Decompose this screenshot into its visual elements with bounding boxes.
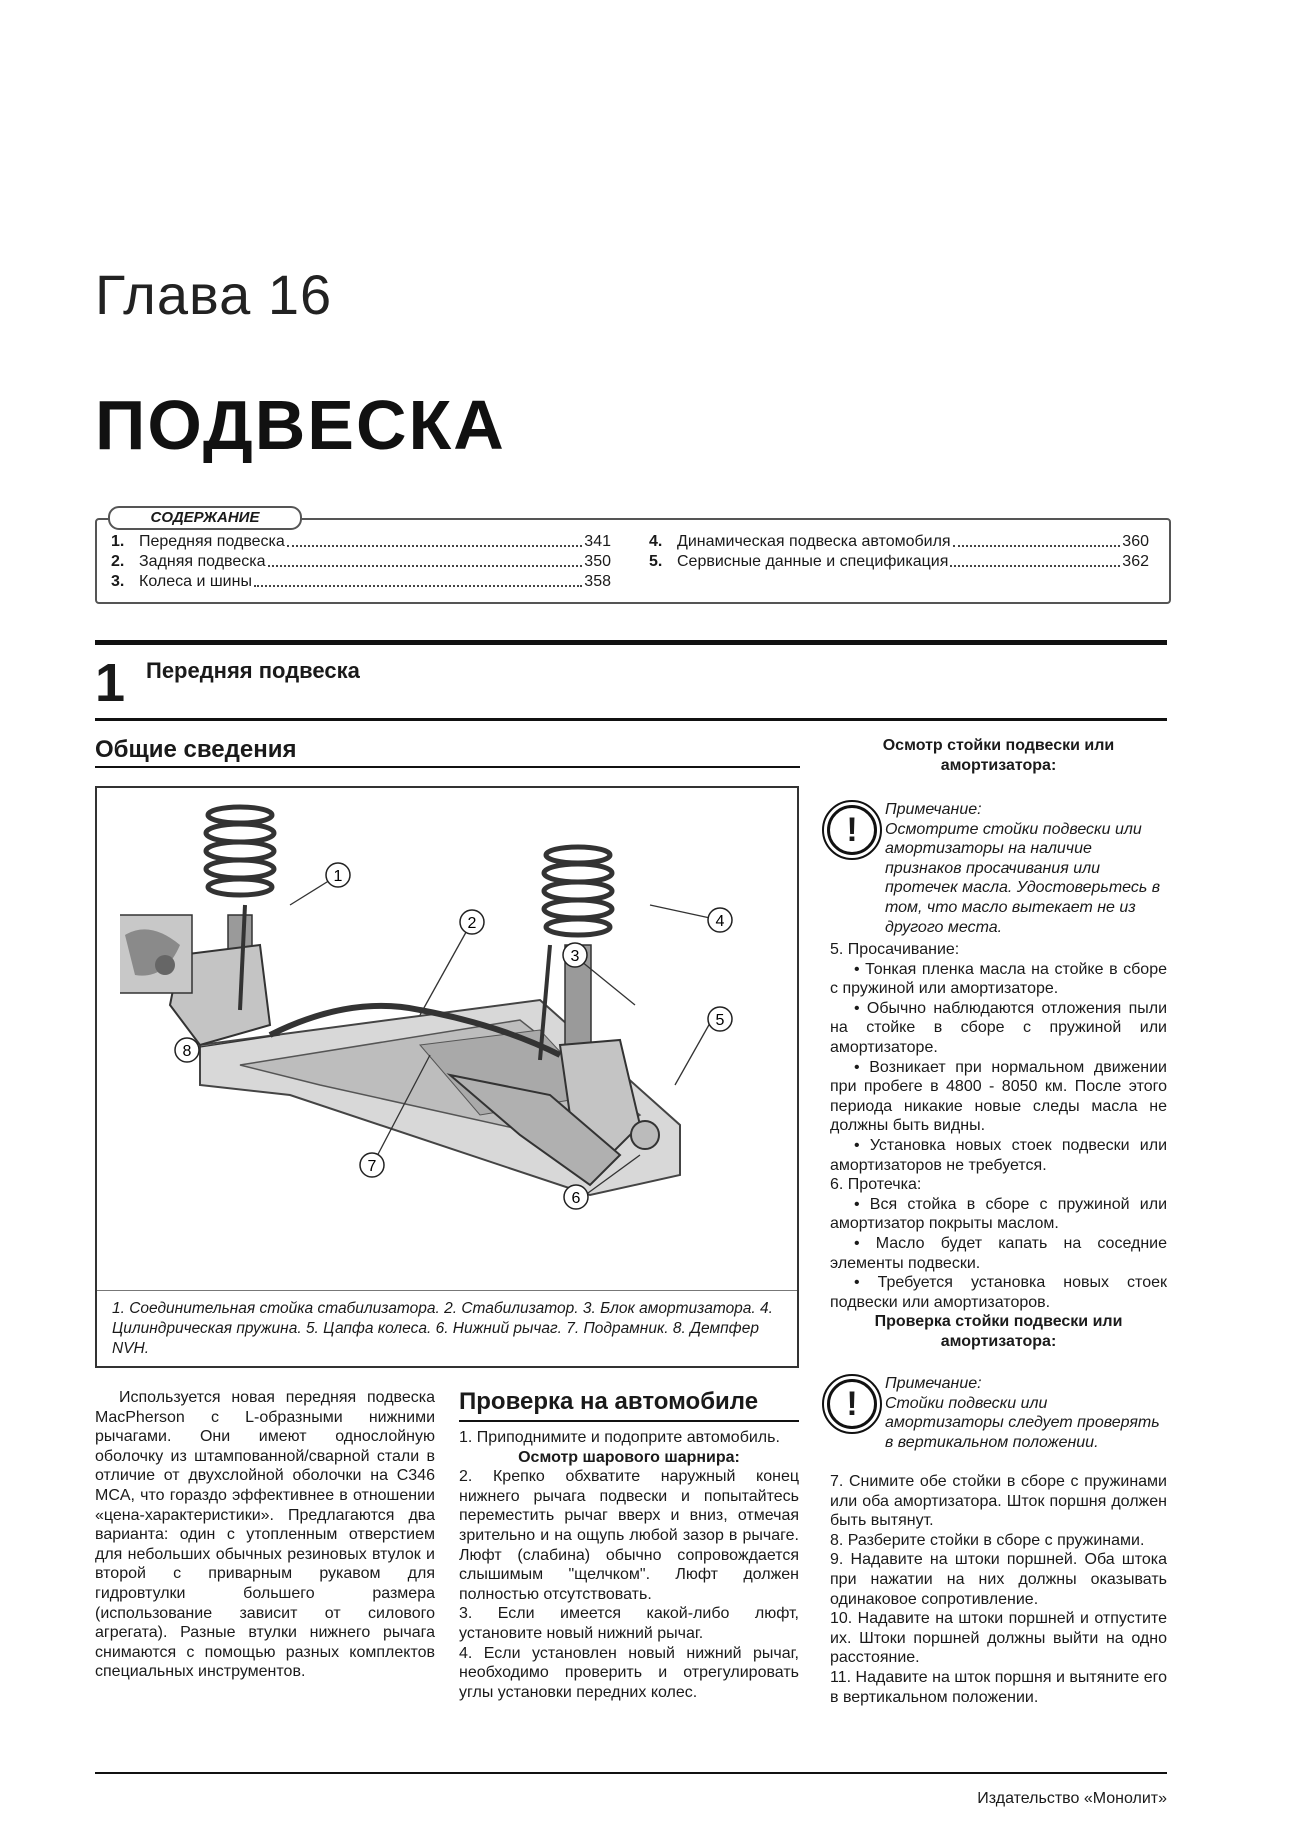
item-7: 7. Снимите обе стойки в сборе с пружинами или оба амортизатора. Шток поршня должен быть вытянут. [830, 1473, 1167, 1530]
item-11: 11. Надавите на шток поршня и вытяните его в вертикальном положении. [830, 1668, 1167, 1706]
toc-label: Колеса и шины [139, 573, 252, 590]
caption-divider [97, 1290, 797, 1291]
section-rule-bottom [95, 718, 1167, 721]
item-6: 6. Протечка: [830, 1176, 922, 1194]
item-10: 10. Надавите на штоки поршней и отпустите их. Штоки поршней должны выйти на одно расстояние. [830, 1610, 1167, 1667]
toc-page: 362 [1122, 553, 1149, 570]
item-6c: • Требуется установка новых стоек подвески или амортизаторов. [830, 1274, 1167, 1311]
ball-joint-heading: Осмотр шарового шарнира: [518, 1448, 740, 1466]
svg-text:1: 1 [333, 868, 343, 885]
callout-3 [563, 943, 587, 967]
toc-page: 350 [584, 553, 611, 570]
check-rule [459, 1420, 799, 1422]
toc-label: Динамическая подвеска автомобиля [677, 533, 951, 550]
note-2-label: Примечание: [885, 1375, 982, 1392]
publisher: Издательство «Монолит» [977, 1790, 1167, 1807]
chapter-label: Глава 16 [95, 263, 333, 326]
general-body-column [95, 1388, 435, 1682]
toc-item[interactable] [111, 572, 611, 592]
toc-label: Задняя подвеска [139, 553, 266, 570]
item-8: 8. Разберите стойки в сборе с пружинами. [830, 1531, 1145, 1549]
note-1 [885, 800, 1167, 937]
item-6a: • Вся стойка в сборе с пружиной или амортизатор покрыты маслом. [830, 1195, 1167, 1233]
callout-7 [360, 1153, 384, 1177]
check-step-2: 2. Крепко обхватите наружный конец нижнего рычага подвески и попытайтесь переместить рычаг вверх и вниз, отмечая зрительно и на ощупь любой зазор в рычаге. Люфт (слабина) обычно сопровождается слышимым "щелчком". Люфт должен полностью отсутствовать. [459, 1468, 799, 1603]
toc-leader [287, 532, 582, 547]
toc-item[interactable] [111, 552, 611, 572]
page-title: ПОДВЕСКА [95, 386, 506, 464]
toc-leader [953, 532, 1121, 547]
check-step-1: 1. Приподнимите и подоприте автомобиль. [459, 1429, 780, 1446]
toc-num: 5. [649, 553, 663, 570]
toc-page: 341 [584, 533, 611, 550]
section-rule-top [95, 640, 1167, 645]
inspection-column-1 [830, 940, 1167, 1351]
toc-item[interactable] [111, 532, 611, 552]
toc-heading: СОДЕРЖАНИЕ [108, 506, 302, 530]
figure-caption: 1. Соединительная стойка стабилизатора. 2. Стабилизатор. 3. Блок амортизатора. 4. Цилиндрическая пружина. 5. Цапфа колеса. 6. Нижний рычаг. 7. Подрамник. 8. Демпфер NVH. [112, 1300, 773, 1357]
callout-8 [175, 1038, 199, 1062]
item-5b: • Обычно наблюдаются отложения пыли на стойке в сборе с пружиной или амортизаторе. [830, 999, 1167, 1056]
toc-num: 2. [111, 553, 125, 570]
toc-label: Сервисные данные и спецификация [677, 553, 949, 570]
callout-2 [460, 910, 484, 934]
svg-text:3: 3 [570, 948, 580, 965]
svg-text:4: 4 [715, 913, 725, 930]
toc-num: 3. [111, 573, 125, 590]
check-column [459, 1428, 799, 1702]
toc-leader [268, 552, 583, 567]
item-5: 5. Просачивание: [830, 941, 960, 958]
footer-rule [95, 1772, 1167, 1774]
general-heading: Общие сведения [95, 736, 297, 763]
item-5d: • Установка новых стоек подвески или амортизаторов не требуется. [830, 1136, 1167, 1174]
check-step-4: 4. Если установлен новый нижний рычаг, необходимо проверить и отрегулировать углы установки передних колес. [459, 1644, 799, 1701]
note-1-text: Осмотрите стойки подвески или амортизаторы на наличие признаков просачивания или протечек масла. Удостоверьтесь в том, что масло вытекает не из другого места. [885, 820, 1161, 936]
section-title: Передняя подвеска [146, 658, 360, 683]
warning-icon: ! [827, 805, 877, 855]
svg-text:5: 5 [715, 1012, 725, 1029]
svg-text:8: 8 [182, 1043, 192, 1060]
svg-text:7: 7 [367, 1158, 377, 1175]
toc-item[interactable] [649, 532, 1149, 552]
inspection-heading-1-wrap [830, 736, 1167, 775]
toc-box [95, 518, 1171, 604]
general-rule [95, 766, 800, 768]
item-5c: • Возникает при нормальном движении при пробеге в 4800 - 8050 км. После этого периода никакие новые следы масла не должны быть видны. [830, 1058, 1167, 1135]
callout-5 [708, 1007, 732, 1031]
toc-page: 360 [1122, 533, 1149, 550]
section-number: 1 [95, 653, 126, 713]
item-5a: • Тонкая пленка масла на стойке в сборе с пружиной или амортизаторе. [830, 960, 1167, 998]
toc-label: Передняя подвеска [139, 533, 285, 550]
svg-text:6: 6 [571, 1190, 581, 1207]
item-6b: • Масло будет капать на соседние элементы подвески. [830, 1234, 1167, 1272]
general-body: Используется новая передняя подвеска MacPherson с L-образными нижними рычагами. Они имеют однослойную оболочку из штампованной/сварной стали в отличие от двухслойной оболочки на C346 MCA, что гораздо эффективнее в отношении «цена-характеристики». Предлагаются два варианта: один с утопленным отверстием для небольших обычных резиновых втулок и второй с приварным рукавом для гидровтулки большего размера (использование зависит от силового агрегата). Разные втулки нижнего рычага снимаются с помощью разных комплектов специальных инструментов. [95, 1389, 435, 1681]
note-1-label: Примечание: [885, 801, 982, 818]
toc-leader [950, 552, 1120, 567]
callout-4 [708, 908, 732, 932]
warning-icon: ! [827, 1379, 877, 1429]
toc-leader [254, 572, 582, 587]
note-2-text: Стойки подвески или амортизаторы следует проверять в вертикальном положении. [885, 1394, 1160, 1451]
inspection-heading-2: Проверка стойки подвески или амортизатора: [874, 1313, 1123, 1350]
check-heading: Проверка на автомобиле [459, 1388, 759, 1415]
figure-callouts [120, 795, 790, 1265]
item-9: 9. Надавите на штоки поршней. Оба штока при нажатии на них должны оказывать одинаковое сопротивление. [830, 1551, 1167, 1608]
check-step-3: 3. Если имеется какой-либо люфт, установите новый нижний рычаг. [459, 1605, 799, 1642]
inspection-heading-1: Осмотр стойки подвески или амортизатора: [882, 737, 1115, 774]
callout-6 [564, 1185, 588, 1209]
toc-page: 358 [584, 573, 611, 590]
svg-text:2: 2 [467, 915, 477, 932]
note-2 [885, 1374, 1167, 1452]
toc-num: 1. [111, 533, 125, 550]
toc-item[interactable] [649, 552, 1149, 572]
toc-num: 4. [649, 533, 663, 550]
inspection-column-2 [830, 1472, 1167, 1707]
callout-1 [326, 863, 350, 887]
